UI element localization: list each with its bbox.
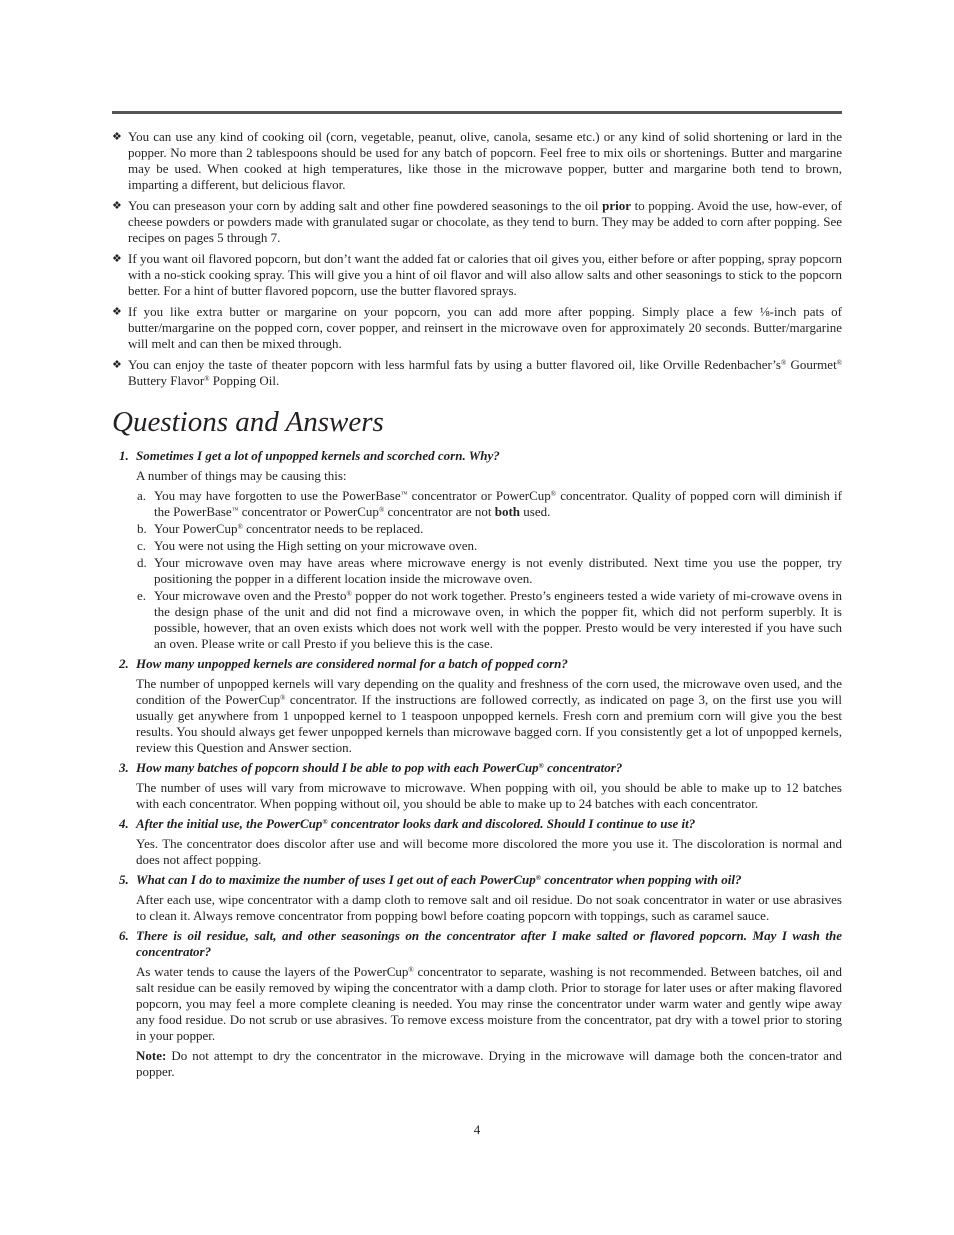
question: 6. There is oil residue, salt, and other seasonings on the concentrator after I make salted or flavored popcorn. May I wash the concentrator?: [119, 928, 842, 959]
tip-item: ❖ If you want oil flavored popcorn, but don’t want the added fat or calories that oil gives you, either before or after popping, spray popcorn with a no-stick cooking spray. This will give you a hint of oil flavor and will also allow salts and other seasonings to stick to the popcorn better. For a hint of butter flavored popcorn, use the butter flavored sprays.: [112, 251, 842, 298]
document-page: [112, 111, 842, 1084]
question: 1. Sometimes I get a lot of unpopped kernels and scorched corn. Why?: [119, 448, 500, 463]
diamond-bullet-icon: ❖: [112, 359, 122, 371]
tips-list: [112, 129, 842, 389]
tip-item: ❖ If you like extra butter or margarine on your popcorn, you can add more after popping. Simply place a few ⅛-inch pats of butter/margarine on the popped corn, cover popper, and reinsert in the microwave oven for approximately 20 seconds. Butter/margarine will melt and can then be mixed through.: [112, 304, 842, 351]
list-item: b. Your PowerCup® concentrator needs to be replaced.: [137, 521, 424, 536]
answer: Yes. The concentrator does discolor after use and will become more discolored the more you use it. The discoloration is normal and does not affect popping.: [136, 836, 842, 867]
page-number: 4: [473, 1122, 481, 1137]
answer: A number of things may be causing this:: [136, 468, 347, 483]
tip-item: ❖ You can enjoy the taste of theater popcorn with less harmful fats by using a butter flavored oil, like Orville Redenbacher’s® Gourmet® Buttery Flavor® Popping Oil.: [112, 357, 843, 388]
section-heading: Questions and Answers: [112, 406, 384, 438]
tip-item: ❖ You can use any kind of cooking oil (corn, vegetable, peanut, olive, canola, sesame etc.) or any kind of solid shortening or lard in the popper. No more than 2 tablespoons should be used for any batch of popcorn. Feel free to mix oils or shortenings. Butter and margarine may be used. When cooked at high temperatures, like those in the microwave popper, butter and margarine both tend to brown, imparting a different, but delicious flavor.: [112, 129, 842, 192]
diamond-bullet-icon: ❖: [112, 253, 122, 265]
question: 4. After the initial use, the PowerCup® concentrator looks dark and discolored. Should I continue to use it?: [119, 816, 696, 831]
answer: The number of unpopped kernels will vary depending on the quality and freshness of the corn used, the microwave oven used, and the condition of the PowerCup® concentrator. If the instructions are followed correctly, as indicated on page 3, on the first use you will usually get anywhere from 1 unpopped kernel to 1 teaspoon unpopped kernels. Fresh corn and premium corn will give you the best results. You should always get fewer unpopped kernels than microwave bagged corn. If you consistently get a lot of unpopped kernels, review this Question and Answer section.: [136, 676, 842, 755]
answer: After each use, wipe concentrator with a damp cloth to remove salt and oil residue. Do not soak concentrator in water or use abrasives to clean it. Always remove concentrator from popping bowl before coating popcorn with toppings, such as caramel sauce.: [136, 892, 842, 923]
question: 5. What can I do to maximize the number of uses I get out of each PowerCup® concentrator when popping with oil?: [119, 872, 742, 887]
tip-item: ❖ You can preseason your corn by adding salt and other fine powdered seasonings to the oil prior to popping. Avoid the use, how-ever, of cheese powders or powders made with granulated sugar or chocolate, as they tend to burn. They may be added to corn after popping. See recipes on pages 5 through 7.: [112, 198, 842, 245]
diamond-bullet-icon: ❖: [112, 306, 122, 318]
question: 2. How many unpopped kernels are considered normal for a batch of popped corn?: [119, 656, 568, 671]
top-rule: [112, 111, 842, 114]
question: 3. How many batches of popcorn should I be able to pop with each PowerCup® concentrator?: [119, 760, 623, 775]
note: Note: Do not attempt to dry the concentrator in the microwave. Drying in the microwave will damage both the concen-trator and popper.: [136, 1048, 842, 1079]
answer: As water tends to cause the layers of the PowerCup® concentrator to separate, washing is not recommended. Between batches, oil and salt residue can be easily removed by wiping the concentrator with a damp cloth. Prior to storage for later uses or after making flavored popcorn, you may feel a more complete cleaning is needed. You may rinse the concentrator under warm water and gently wipe away any food residue. Do not scrub or use abrasives. To remove excess moisture from the concentrator, pat dry with a towel prior to storing in your popper.: [136, 964, 842, 1043]
diamond-bullet-icon: ❖: [112, 200, 122, 212]
qa-list: [112, 448, 842, 1080]
list-item: a. You may have forgotten to use the PowerBase™ concentrator or PowerCup® concentrator. Quality of popped corn will diminish if the PowerBase™ concentrator or PowerCup® concentrator are not both used.: [137, 488, 842, 519]
list-item: c. You were not using the High setting on your microwave oven.: [137, 538, 478, 553]
list-item: e. Your microwave oven and the Presto® popper do not work together. Presto’s engineers tested a wide variety of mi-crowave ovens in the design phase of the unit and did not find a microwave oven, in which the popper fit, which did not perform superbly. It is possible, however, that an oven exists which does not work well with the popper. Presto would be very interested if you have such an oven. Please write or call Presto if you believe this is the case.: [137, 588, 843, 651]
list-item: d. Your microwave oven may have areas where microwave energy is not evenly distributed. Next time you use the popper, try positioning the popper in a different location inside the microwave oven.: [137, 555, 842, 586]
cause-list: [112, 488, 842, 652]
answer: The number of uses will vary from microwave to microwave. When popping with oil, you should be able to make up to 12 batches with each concentrator. When popping without oil, you should be able to make up to 24 batches with each concentrator.: [136, 780, 842, 811]
diamond-bullet-icon: ❖: [112, 131, 122, 143]
